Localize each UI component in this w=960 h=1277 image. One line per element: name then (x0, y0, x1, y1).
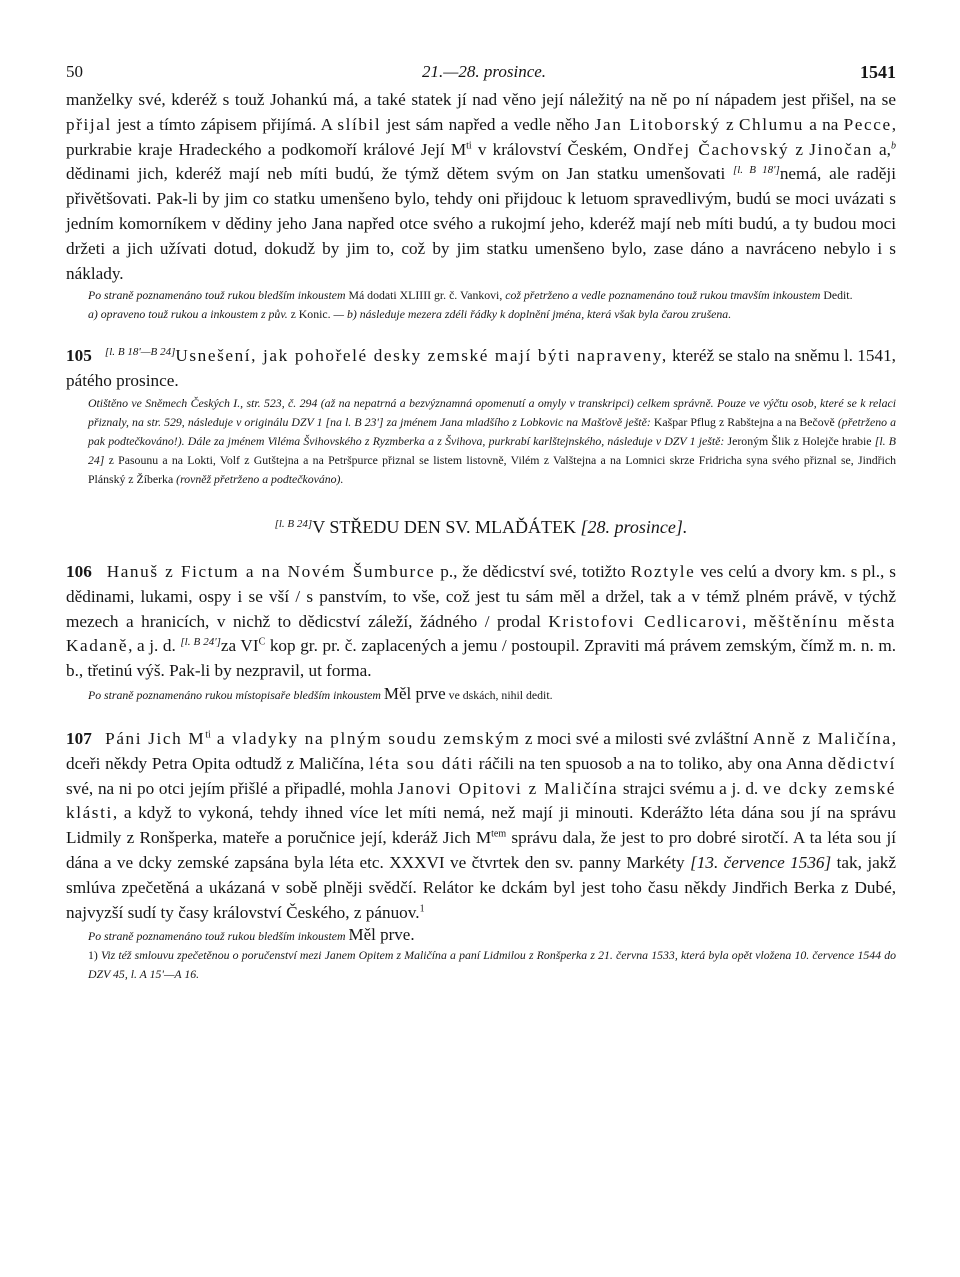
folio-ref: [l. B 18'] (732, 164, 780, 177)
page (66, 62, 896, 984)
margin-note: Po straně poznamenáno touž rukou bledším inkoustem Má dodati XLIIII gr. č. Vankovi, což přetrženo a vedle poznamenáno touž rukou tmavším inkoustem Dedit. (88, 288, 853, 303)
paragraph-continuation: manželky své, kderéž s touž Johankú má, a také statek jí nad věno její náležitý na ně po ní nápadem jest přišel, na se přijal jest a tímto zápisem přijímá. A slíbil jest sám napřed a vedle něho Jan Litoborský z Chlumu a na Pecce, purkrabie kraje Hradeckého a podkomoří králové Její $M^{ti}$ v království Českém, Ondřej Čachovský z Jinočan a,$^b$ dědinami jich, kderéž mají neb míti budú, že týmž dětem svým on Jan statku umenšovati [l. B 18']nemá, ale raději přivětšovati. Pak-li by jim co statku umenšeno bylo, tehdy oni přijdouc k letuom spravedlivým, budú se moci uvázati s jedním komorníkem v dědiny jeho Jana napřed otce svého a rukojmí jeho, kderéž mají neb míti budú, a ty budou moci držeti a jich užívati dotud, dokudž by jim to, což by jim statku umenšeno bylo, zase dáno a navráceno nebylo i s náklady. (66, 90, 896, 283)
running-header (66, 62, 896, 88)
edition-note: Otištěno ve Sněmech Českých I., str. 523, č. 294 (až na nepatrná a bezvýznamná opomenutí a omyly v transkripci) celkem správně. Pouze ve výčtu osob, které se k relaci přiznaly, na str. 529, následuje v originálu DZV 1 [na l. B 23'] za jménem Jana mladšího z Lobkovic na Mašťově ještě: Kašpar Pflug z Rabštejna a na Bečově (přetrženo a pak podtečkováno!). Dále za jménem Viléma Švihovského z Ryzmberka a z Švihova, purkrabí karlštejnského, následuje v DZV 1 ještě: Jeroným Šlik z Holejče hrabie [l. B 24] z Pasounu a na Lokti, Volf z Gutštejna a na Petršpurce přiznal se listem listovně, Vilém z Valštejna a na Lomnici skrze Fridricha syna svého přiznal se, Jindřich Plánský z Žíberka (rovněž přetrženo a podtečkováno). (88, 395, 896, 486)
page-number: 50 (66, 62, 83, 81)
margin-note: Po straně poznamenáno rukou místopisaře bledším inkoustem Měl prve ve dskách, nihil dedit. (88, 683, 553, 703)
margin-note: Po straně poznamenáno touž rukou bledším inkoustem Měl prve. (88, 925, 415, 945)
section-heading: [l. B 24]V STŘEDU DEN SV. MLAĎÁTEK [28. prosince]. (274, 516, 688, 537)
entry-106: 106 Hanuš z Fictum a na Novém Šumburce p., že dědicství své, totižto Roztyle ves celú a dvory km. s pl., s dědinami, lukami, ospy i se vší / s panstvím, to vše, což jest tu sám měl a držel, tak a v témž plném právě, v týchž mezech a hranicích, v nichž to dědicství záleží, žádného / prodal Kristofovi Cedlicarovi, měštěnínu města Kadaně, a j. d. [l. B 24']za $VI^C$ kop gr. pr. č. zaplacených a jemu / postoupil. Zpraviti má právem zemským, čímž m. n. m. b., třetinú výš. Pak-li by nezpravil, ut forma. (66, 561, 897, 681)
running-title: 21.—28. prosince. (422, 62, 547, 81)
entry-number: 107 (66, 728, 92, 748)
entry-107: 107 Páni Jich $M^{ti}$ a vladyky na plným soudu zemským z moci své a milosti své zvláštní Anně z Maličína, dceři někdy Petra Opita odtudž z Maličína, léta sou dáti ráčili na ten spuosob a na to toliko, aby ona Anna dědictví své, na ni po otci jejím přišlé a připadlé, mohla Janovi Opitovi z Maličína strajci svému a j. d. ve dcky zemské klásti, a když to vykoná, tehdy ihned více let míti nemá, než mají ji minouti. Kderážto léta dána sou jí na správu Lidmily z Ronšperka, mateře a poručnice její, kderáž Jich $M^{tem}$ správu dala, že jest to pro dobré sirotčí. A ta léta sou jí dána a ve dcky zemské zapsána byla léta etc. XXXVI ve čtvrtek den sv. panny Markéty [13. července 1536] tak, jakž smlúva zpečetěná a ukázaná v sobě plněji svědčí. Relátor ke dckám byl jest toho času někdy Jindřich Berka z Dubé, najvyzší sudí ty časy království Českého, z pánuov.$^1$ (66, 728, 897, 922)
year-heading: 1541 (860, 62, 896, 82)
entry-105: 105 [l. B 18'—B 24]Usnešení, jak pohořelé desky zemské mají býti napraveny, kteréž se stalo na sněmu l. 1541, pátého prosince. (66, 346, 896, 391)
folio-ref: [l. B 24] (274, 517, 313, 530)
entry-number: 105 (66, 346, 92, 366)
apparatus-note: a) opraveno touž rukou a inkoustem z pův. z Konic. — b) následuje mezera zdéli řádky k doplnění jména, která však byla čarou zrušena. (88, 307, 732, 322)
entry-number: 106 (66, 561, 92, 581)
folio-ref: [l. B 18'—B 24] (104, 346, 176, 359)
folio-ref: [l. B 24'] (180, 636, 221, 649)
footnote: 1) Viz též smlouvu zpečetěnou o poručenství mezi Janem Opitem z Maličína a paní Lidmilou z Ronšperka z 21. června 1533, která byla opět vložena 10. července 1544 do DZV 45, l. A 15'—A 16. (88, 948, 896, 982)
